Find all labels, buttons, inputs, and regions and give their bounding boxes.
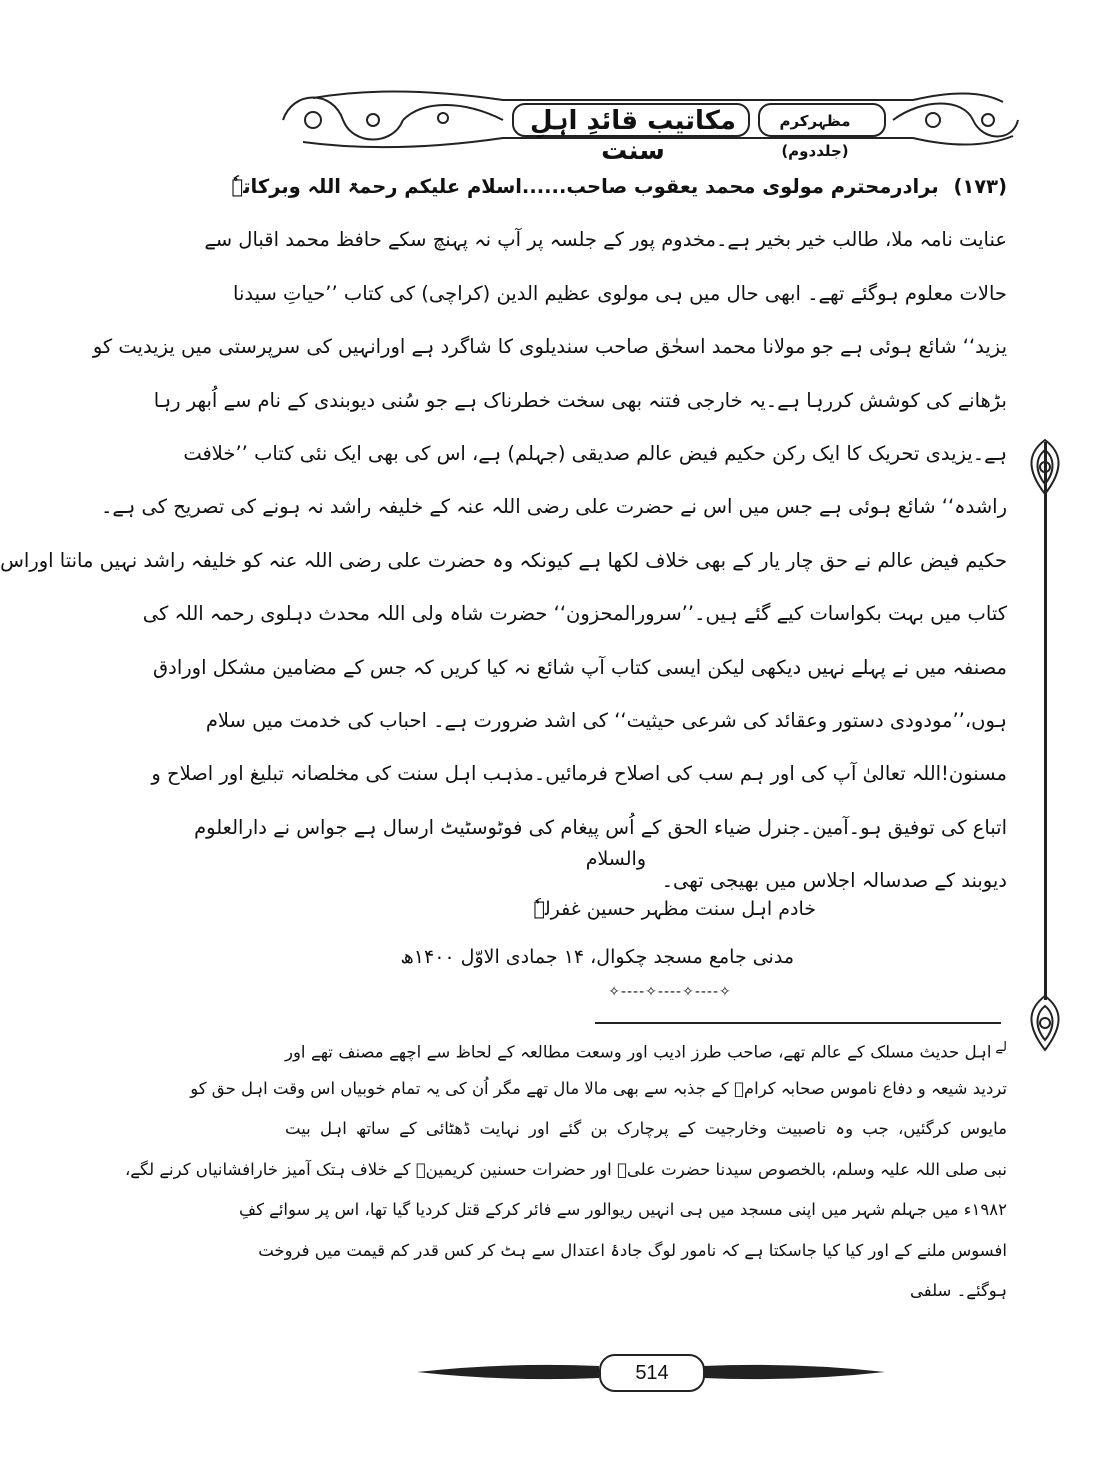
letter-line: ہوں،’’مودودی دستور وعقائد کی شرعی حیثیت‘‘ کی اشد ضرورت ہے۔ احباب کی خدمت میں سلام [205,708,1007,732]
letter-line: عنایت نامہ ملا، طالب خیر بخیر ہے۔مخدوم پور کے جلسہ پر آپ نہ پہنچ سکے حافظ محمد اقبال سے [204,228,1007,252]
page-number: 514 [599,1354,705,1392]
header-book-name: مظہرکرم (جلددوم) [779,112,851,160]
letter-line: مسنون!اللہ تعالیٰ آپ کی اور ہم سب کی اصلاح فرمائیں۔مذہب اہل سنت کی مخلصانہ تبلیغ اور اصلاح و [151,762,1007,786]
footnote-line: نبی صلی اللہ علیہ وسلم، بالخصوص سیدنا حضرت علیؓ اور حضرات حسنین کریمینؓ کے خلاف ہتک آمیز خارافشانیاں کرنے لگے، [124,1159,1007,1179]
running-header [273,80,1025,166]
letter-body [0,160,1007,907]
letter-line: دیوبند کے صدسالہ اجلاس میں بھیجی تھی۔ [661,869,1007,893]
letter-line: یزید‘‘ شائع ہوئی ہے جو مولانا محمد اسحٰق صاحب سندیلوی کا شاگرد ہے اورانہیں کی سرپرستی میں یزیدیت کو [92,335,1007,359]
footnote [124,1028,1007,1312]
letter-line: اتباع کی توفیق ہو۔آمین۔جنرل ضیاء الحق کے اُس پیغام کی فوٹوسٹیٹ ارسال ہے جواس نے دارالعلوم [194,815,1007,839]
footnote-line: ۱۹۸۲ء میں جہلم شہر میں اپنی مسجد میں ہی انہیں ریوالور سے فائر کرکے قتل کردیا گیا تھا، اس پر سوائے کفِ [238,1200,1007,1219]
letter-line: حکیم فیض عالم نے حق چار یار کے بھی خلاف لکھا ہے کیونکہ وہ حضرت علی رضی اللہ عنہ کو خلیفہ راشد نہیں مانتا اوراس [0,548,1007,572]
letter-salutation: برادرمحترم مولوی محمد یعقوب صاحب......اسلام علیکم رحمۃ اللہ وبرکاتہٗ [231,175,939,198]
footnote-line: $^{لے}$اہل حدیث مسلک کے عالم تھے، صاحب طرز ادیب اور وسعت مطالعہ کے لحاظ سے اچھے مصنف تھے اور [285,1040,1007,1062]
letter-line: حالات معلوم ہوگئے تھے۔ ابھی حال میں ہی مولوی عظیم الدین (کراچی) کی کتاب ’’حیاتِ سیدنا [233,281,1007,305]
footnote-line: تردید شیعہ و دفاع ناموس صحابہ کرامؓ کے جذبہ سے بھی مالا مال تھے مگر اُن کی یہ تمام خوبیاں اس وقت اہل حق کو [190,1078,1007,1098]
letter-line: راشدہ‘‘ شائع ہوئی ہے جس میں اس نے حضرت علی رضی اللہ عنہ کے خلیفہ راشد نہ ہونے کی تصریح کی ہے۔ [101,495,1007,519]
letter-line: ہے۔یزیدی تحریک کا ایک رکن حکیم فیض عالم صدیقی (جہلم) ہے، اس کی بھی ایک نئی کتاب ’’خلافت [183,441,1007,465]
footnote-line: مایوس کرگئیں، جب وہ ناصبیت وخارجیت کے پرچارک بن گئے اور نہایت ڈھٹائی کے ساتھ اہل بیت [285,1119,1007,1138]
footnote-marker: لے [995,1040,1007,1055]
side-ornament-bottom [1021,994,1069,1052]
header-title: مکاتیب قائدِ اہلِ سنت [530,106,736,166]
letter-number: (۱۷۳) [953,175,1007,198]
letter-signature: خادم اہل سنت مظہر حسین غفرلہٗ [533,898,816,920]
footnote-line: ہوگئے۔ سلفی [910,1281,1007,1300]
letter-closing: والسلام [585,848,646,870]
letter-heading [231,160,1007,213]
section-divider: ✧----✧----✧----✧ [608,984,732,1000]
footnote-line: افسوس ملنے کے اور کیا کیا جاسکتا ہے کہ نامور لوگ جادۂ اعتدال سے ہٹ کر کس قدر کم قیمت میں فروخت [258,1240,1007,1260]
letter-line: بڑھانے کی کوشش کررہا ہے۔یہ خارجی فتنہ بھی سخت خطرناک ہے جو سُنی دیوبندی کے نام سے اُبھر رہا [153,388,1007,412]
footnote-rule [595,1022,1001,1024]
letter-line: کتاب میں بہت بکواسات کیے گئے ہیں۔’’سرورالمحزون‘‘ حضرت شاہ ولی اللہ محدث دہلوی رحمہ اللہ کی [142,602,1007,626]
side-rule [1044,442,1047,1000]
letter-line: مصنفہ میں نے پہلے نہیں دیکھی لیکن ایسی کتاب آپ شائع نہ کیا کریں کہ جس کے مضامین مشکل اورادق [153,655,1007,679]
letter-place-date: مدنی جامع مسجد چکوال، ۱۴ جمادی الاوّل ۱۴۰۰ھ [400,946,794,968]
